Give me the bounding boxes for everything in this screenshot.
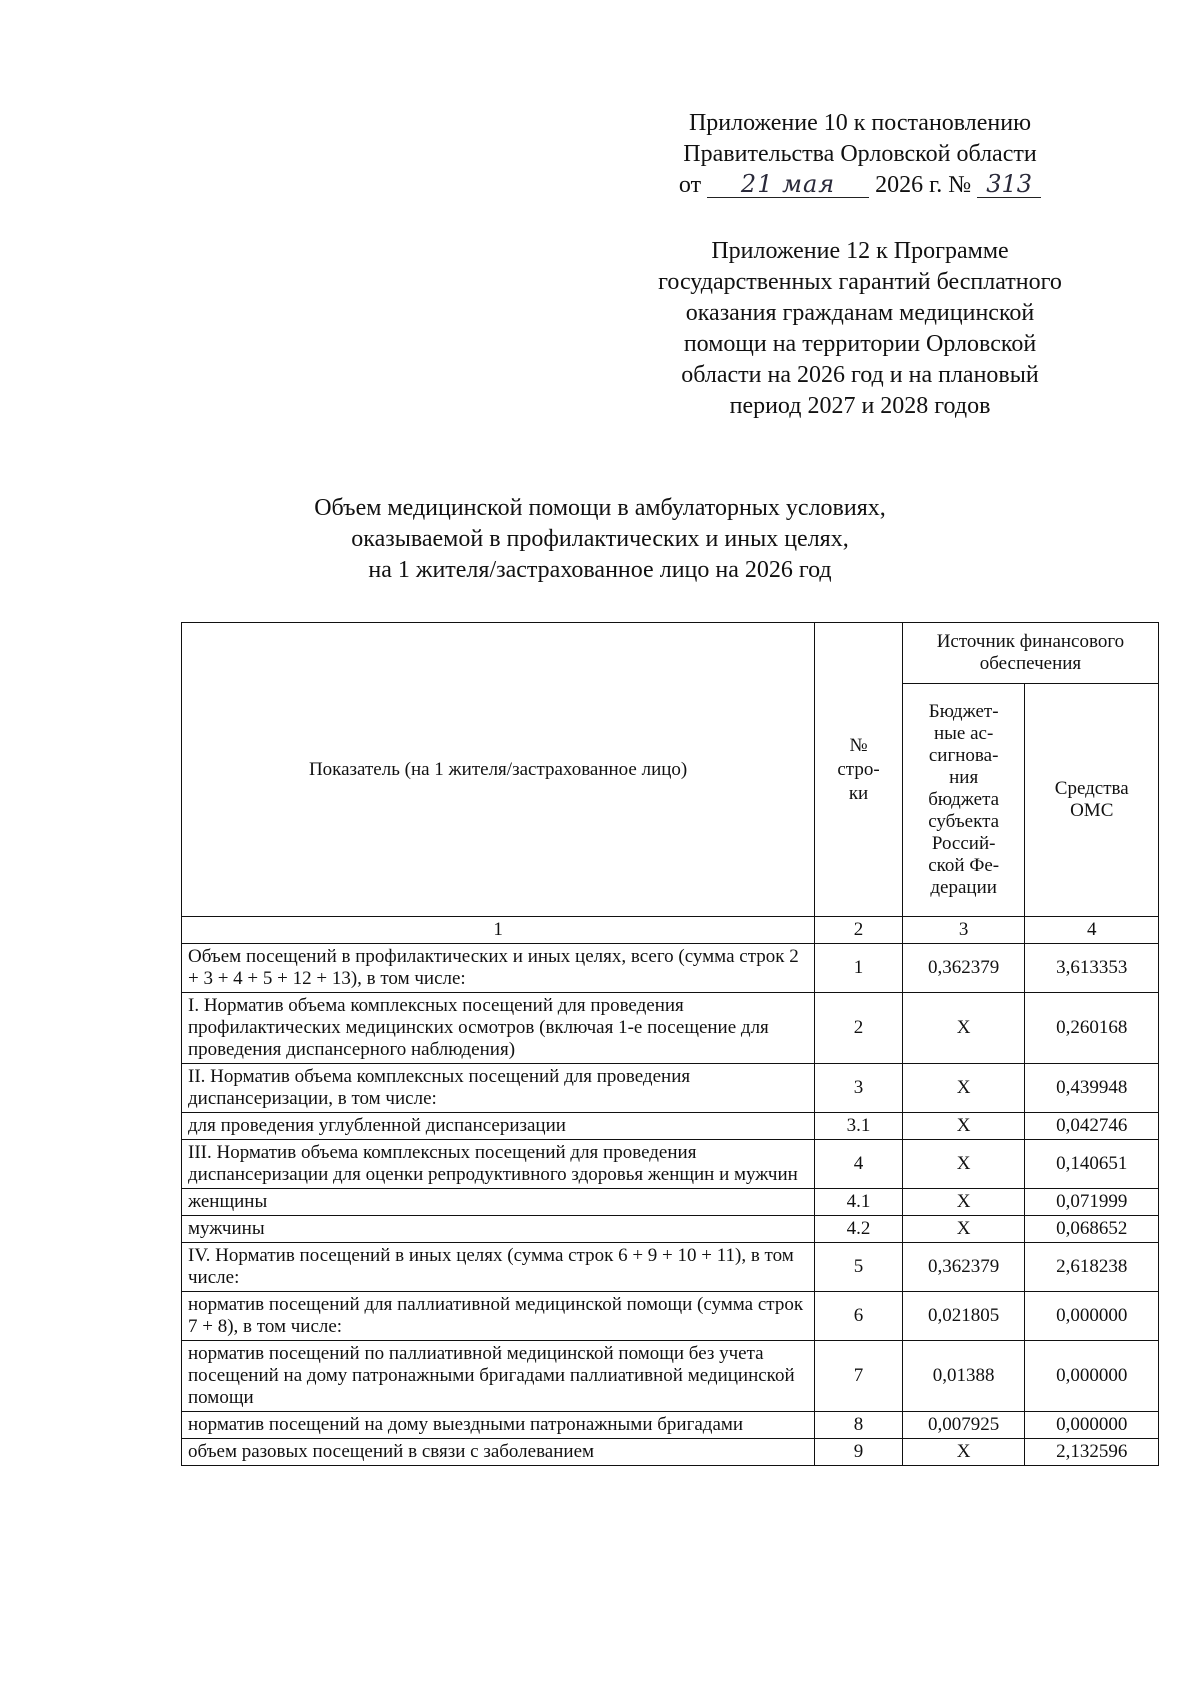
title-line-3: на 1 жителя/застрахованное лицо на 2026 год (368, 557, 832, 583)
approval-line-2: Правительства Орловской области (683, 141, 1037, 167)
program-line-3: оказания гражданам медицинской (685, 300, 1035, 326)
program-line-2: государственных гарантий бесплатного (658, 269, 1062, 295)
row-number-cell: 3 (815, 1064, 903, 1113)
indicator-cell: III. Норматив объема комплексных посещений для проведения диспансеризации для оценки репродуктивного здоровья женщин и мужчин (182, 1140, 815, 1189)
row-number-cell: 4.2 (815, 1216, 903, 1243)
table-row (182, 993, 1159, 1064)
approval-line-1: Приложение 10 к постановлению (688, 110, 1032, 136)
header-budget (902, 684, 1025, 917)
budget-value-cell: 0,362379 (902, 1243, 1025, 1292)
indicator-cell: IV. Норматив посещений в иных целях (сумма строк 6 + 9 + 10 + 11), в том числе: (182, 1243, 815, 1292)
oms-value-cell: 0,140651 (1025, 1140, 1159, 1189)
document-title (250, 493, 950, 586)
year-text: 2026 г. № (875, 172, 972, 198)
header-row-number-line-2: стро- (837, 758, 880, 780)
budget-value-cell: X (902, 1140, 1025, 1189)
row-number-cell: 8 (815, 1412, 903, 1439)
program-line-1: Приложение 12 к Программе (711, 238, 1009, 264)
table-row (182, 1189, 1159, 1216)
budget-value-cell: X (902, 1216, 1025, 1243)
oms-value-cell: 2,132596 (1025, 1439, 1159, 1466)
header-row-number-line-3: ки (848, 782, 869, 804)
budget-value-cell: 0,362379 (902, 944, 1025, 993)
header-row-1 (182, 623, 1159, 684)
header-indicator: Показатель (на 1 жителя/застрахованное лицо) (182, 623, 815, 917)
header-budget-line: Россий- (931, 833, 996, 854)
header-row-number-line-1: № (849, 734, 868, 756)
header-oms-line-2: ОМС (1070, 800, 1114, 821)
header-oms-line-1: Средства (1054, 778, 1129, 799)
indicator-cell: объем разовых посещений в связи с заболеванием (182, 1439, 815, 1466)
table-row (182, 1064, 1159, 1113)
column-number: 4 (1025, 917, 1159, 944)
budget-value-cell: 0,021805 (902, 1292, 1025, 1341)
program-line-6: период 2027 и 2028 годов (729, 393, 991, 419)
volume-table (181, 622, 1159, 1466)
indicator-cell: норматив посещений для паллиативной медицинской помощи (сумма строк 7 + 8), в том числе: (182, 1292, 815, 1341)
header-budget-line: ные ас- (934, 723, 994, 744)
header-budget-line: сигнова- (928, 745, 999, 766)
row-number-cell: 6 (815, 1292, 903, 1341)
oms-value-cell: 0,439948 (1025, 1064, 1159, 1113)
row-number-cell: 2 (815, 993, 903, 1064)
budget-value-cell: 0,01388 (902, 1341, 1025, 1412)
header-row-number (815, 623, 903, 917)
oms-value-cell: 3,613353 (1025, 944, 1159, 993)
table-row (182, 1113, 1159, 1140)
handwritten-date: 21 мая (707, 171, 869, 198)
row-number-cell: 1 (815, 944, 903, 993)
indicator-cell: женщины (182, 1189, 815, 1216)
oms-value-cell: 0,068652 (1025, 1216, 1159, 1243)
row-number-cell: 4 (815, 1140, 903, 1189)
table-row (182, 1341, 1159, 1412)
header-budget-line: дерации (930, 877, 997, 898)
oms-value-cell: 0,071999 (1025, 1189, 1159, 1216)
oms-value-cell: 2,618238 (1025, 1243, 1159, 1292)
header-budget-line: ния (949, 767, 979, 788)
row-number-cell: 3.1 (815, 1113, 903, 1140)
indicator-cell: норматив посещений на дому выездными патронажными бригадами (182, 1412, 815, 1439)
budget-value-cell: X (902, 1064, 1025, 1113)
column-number: 2 (815, 917, 903, 944)
program-line-5: области на 2026 год и на плановый (681, 362, 1039, 388)
table-row (182, 944, 1159, 993)
indicator-cell: I. Норматив объема комплексных посещений для проведения профилактических медицинских осмотров (включая 1-е посещение для проведения диспансерного наблюдения) (182, 993, 815, 1064)
row-number-cell: 5 (815, 1243, 903, 1292)
table-row (182, 1292, 1159, 1341)
header-funding-source: Источник финансового обеспечения (902, 623, 1158, 684)
table-row (182, 1216, 1159, 1243)
row-number-cell: 9 (815, 1439, 903, 1466)
indicator-cell: Объем посещений в профилактических и иных целях, всего (сумма строк 2 + 3 + 4 + 5 + 12 + 13), в том числе: (182, 944, 815, 993)
oms-value-cell: 0,000000 (1025, 1341, 1159, 1412)
indicator-cell: норматив посещений по паллиативной медицинской помощи без учета посещений на дому патронажными бригадами паллиативной медицинской помощи (182, 1341, 815, 1412)
title-line-2: оказываемой в профилактических и иных целях, (351, 526, 849, 552)
header-oms (1025, 684, 1159, 917)
budget-value-cell: X (902, 1439, 1025, 1466)
oms-value-cell: 0,042746 (1025, 1113, 1159, 1140)
table-row (182, 1140, 1159, 1189)
table-row (182, 1412, 1159, 1439)
header-budget-line: ской Фе- (928, 855, 1000, 876)
row-number-cell: 7 (815, 1341, 903, 1412)
header-budget-line: бюджета (928, 789, 1000, 810)
table-row (182, 1243, 1159, 1292)
budget-value-cell: X (902, 1189, 1025, 1216)
oms-value-cell: 0,000000 (1025, 1292, 1159, 1341)
table-row (182, 1439, 1159, 1466)
header-budget-line: Бюджет- (928, 701, 999, 722)
column-number: 3 (902, 917, 1025, 944)
column-number: 1 (182, 917, 815, 944)
approval-date-line (600, 170, 1120, 201)
handwritten-number: 313 (977, 171, 1041, 198)
title-line-1: Объем медицинской помощи в амбулаторных условиях, (314, 495, 886, 521)
indicator-cell: для проведения углубленной диспансеризации (182, 1113, 815, 1140)
budget-value-cell: X (902, 993, 1025, 1064)
approval-header (600, 108, 1120, 201)
column-number-row (182, 917, 1159, 944)
date-prefix: от (678, 172, 702, 198)
oms-value-cell: 0,260168 (1025, 993, 1159, 1064)
program-line-4: помощи на территории Орловской (683, 331, 1037, 357)
header-budget-line: субъекта (928, 811, 1000, 832)
program-appendix-header (600, 236, 1120, 422)
budget-value-cell: X (902, 1113, 1025, 1140)
oms-value-cell: 0,000000 (1025, 1412, 1159, 1439)
indicator-cell: II. Норматив объема комплексных посещений для проведения диспансеризации, в том числе: (182, 1064, 815, 1113)
budget-value-cell: 0,007925 (902, 1412, 1025, 1439)
indicator-cell: мужчины (182, 1216, 815, 1243)
row-number-cell: 4.1 (815, 1189, 903, 1216)
